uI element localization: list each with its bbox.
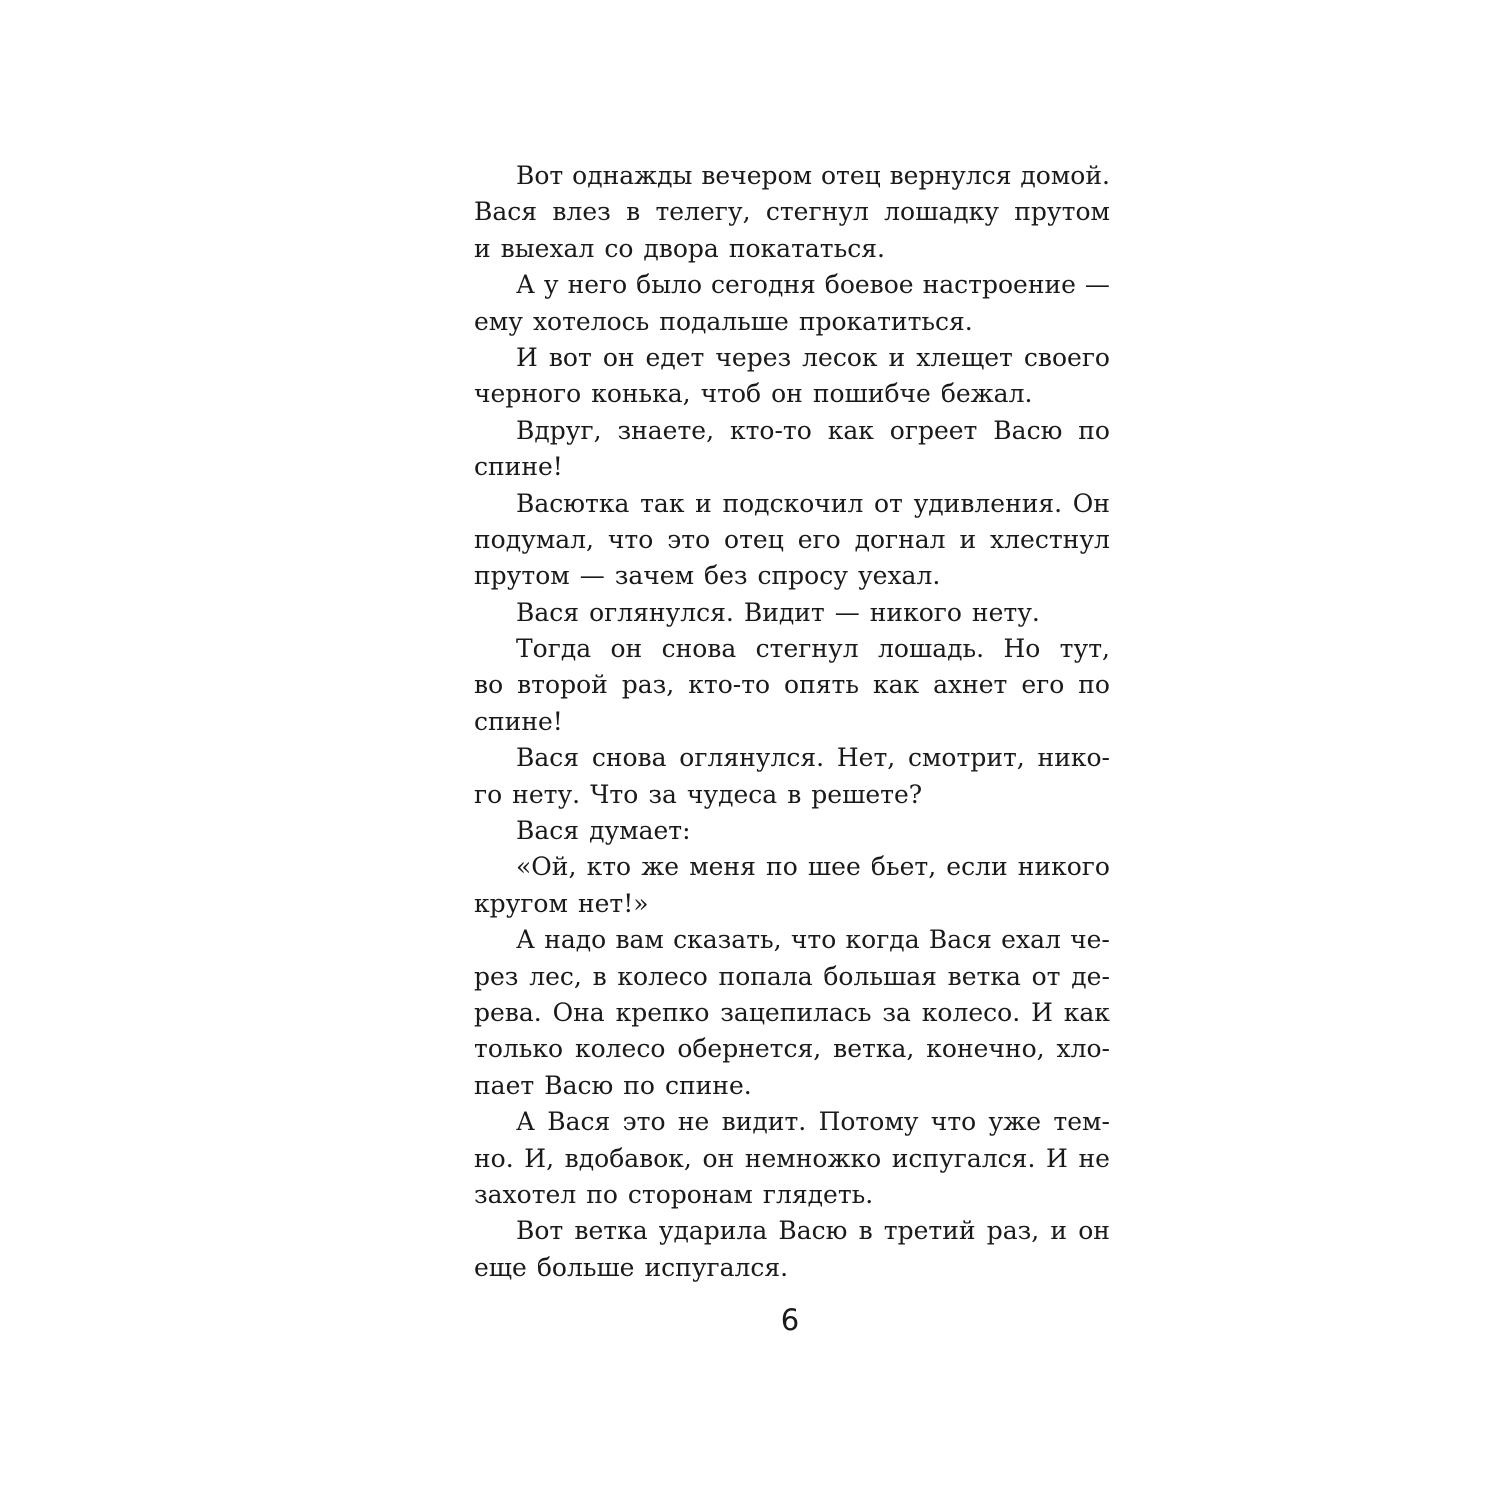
word: и [474,233,491,263]
word: Васю [993,415,1063,445]
word: ударила [658,1216,768,1246]
word: Видит [743,597,825,627]
word: сказать, [673,925,782,955]
text-line [474,558,1110,594]
word: спине! [474,452,563,482]
word: уехал. [857,561,941,591]
word: никого [1017,852,1110,882]
text-line [474,631,1110,667]
word: же [641,852,680,882]
word: второй [517,670,608,700]
word: вам [615,925,664,955]
word: колесо [617,961,708,991]
word: влез [552,197,611,227]
word: догнал [854,524,946,554]
word: покататься. [728,233,885,263]
word: вечером [701,161,813,190]
word: Она [552,997,605,1027]
word: опять [784,670,859,700]
word: за [882,997,911,1027]
word: настроение [922,270,1076,300]
word: без [704,561,748,591]
word: во [474,670,504,700]
word: он [771,379,803,409]
word: Вася [516,816,580,846]
word: зачем [614,561,695,591]
word: ветка, [833,1034,915,1064]
word: стегнул [755,634,859,664]
word: вернулся [889,161,1012,190]
word: отец [820,161,881,190]
page-text [474,158,1110,1286]
word: оглянулся. [679,743,825,773]
word: — [1084,270,1110,300]
word: за [648,779,677,809]
word: обернется, [677,1034,822,1064]
word: меня [689,852,756,882]
word: не [1078,1143,1110,1173]
word: испугался. [891,1143,1036,1173]
word: снова [591,743,667,773]
word: от [1031,961,1061,991]
text-line [474,194,1110,230]
word: кто-то [688,670,771,700]
text-line [474,1250,1110,1286]
page-number: 6 [780,1303,800,1337]
word: Вася [474,197,538,227]
word: чудеса [686,779,778,809]
word: но. [474,1143,514,1173]
word: пошибче [812,379,931,409]
word: огреет [889,415,978,445]
word: больше [536,1252,635,1282]
text-line [474,304,1110,340]
text-line [474,449,1110,485]
word: кто [586,852,632,882]
word: он [610,634,643,664]
word: в [592,961,607,991]
word: сторонам [627,1179,753,1209]
word: лес, [529,961,582,991]
word: нету. [512,779,581,809]
word: ахнет [933,670,1008,700]
word: лесок [802,342,878,372]
word: Он [1072,488,1110,518]
word: спине. [664,1070,752,1100]
word: прутом [474,561,570,591]
word: крепко [615,997,710,1027]
word: го [474,779,503,809]
word: Вася [516,597,580,627]
word: третий [883,1216,976,1246]
word: как [872,670,920,700]
word: решете? [811,779,923,809]
word: Вася [516,743,580,773]
word: черного [474,379,582,409]
word: ветка [947,961,1021,991]
word: по [1078,415,1110,445]
word: И [1031,997,1053,1027]
word: Что [590,779,639,809]
word: хлестнул [990,524,1110,554]
word: от [874,488,903,518]
word: Но [1003,634,1041,664]
word: двора [643,233,719,263]
word: ему [474,306,523,336]
word: пает [474,1070,535,1100]
word: чтоб [700,379,762,409]
word: подальше [659,306,789,336]
text-line [474,486,1110,522]
word: своего [1023,342,1110,372]
text-line [474,1104,1110,1140]
word: А [516,270,535,300]
word: нет!» [577,888,649,918]
word: И [516,342,538,372]
word: по [586,1179,618,1209]
text-line [474,740,1110,776]
word: колесо. [921,997,1021,1027]
word: знаете, [617,415,715,445]
text-line [474,340,1110,376]
word: когда [845,925,920,955]
word: вдобавок, [564,1143,692,1173]
word: по [623,1070,655,1100]
word: де- [1071,961,1110,991]
word: сегодня [711,270,816,300]
word: никого [869,597,962,627]
word: так [640,488,685,518]
word: «Ой, [516,852,577,882]
word: ехал [1001,925,1061,955]
word: смотрит, [907,743,1025,773]
word: и [888,342,906,372]
word: нико- [1037,743,1110,773]
word: хло- [1056,1034,1110,1064]
word: глядеть. [762,1179,874,1209]
word: кругом [474,888,568,918]
word: раз, [986,1216,1040,1246]
word: хотелось [532,306,650,336]
text-line [474,522,1110,558]
word: спросу [757,561,848,591]
word: у [543,270,559,300]
word: отец [724,524,784,554]
word: Васютка [516,488,630,518]
word: рез [474,961,519,991]
word: подумал, [474,524,594,554]
word: его [797,524,841,554]
word: удивления. [913,488,1063,518]
word: шее [807,852,861,882]
word: в [626,197,641,227]
word: в [787,779,802,809]
word: боевое [824,270,914,300]
word: не [677,1107,710,1137]
text-line [474,376,1110,412]
word: было [636,270,703,300]
text-line [474,813,1110,849]
text-line [474,1213,1110,1249]
text-line [474,959,1110,995]
word: раз, [621,670,675,700]
word: лошадку [884,197,999,227]
text-line [474,158,1110,194]
word: по [1078,670,1110,700]
word: большая [823,961,937,991]
word: в [858,1216,873,1246]
word: лошадь. [878,634,985,664]
word: телегу, [655,197,751,227]
word: он [602,342,635,372]
text-line [474,849,1110,885]
word: едет [645,342,705,372]
word: кто-то [729,415,812,445]
word: А [516,1107,535,1137]
word: думает: [589,816,691,846]
word: это [622,1107,666,1137]
word: нету. [971,597,1040,627]
word: бежал. [940,379,1033,409]
word: А [516,925,535,955]
word: конечно, [926,1034,1045,1064]
word: это [667,524,711,554]
word: испугался. [644,1252,789,1282]
word: со [604,233,634,263]
word: прутом [1014,197,1110,227]
text-line [474,777,1110,813]
word: Вася [547,1107,611,1137]
word: Тогда [516,634,592,664]
text-line [474,995,1110,1031]
word: И, [524,1143,555,1173]
word: и [1050,1216,1068,1246]
word: и [695,488,712,518]
text-line [474,595,1110,631]
text-line [474,231,1110,267]
word: Васю [544,1070,614,1100]
text-line [474,886,1110,922]
word: рева. [474,997,542,1027]
text-line [474,1068,1110,1104]
word: тут, [1059,634,1110,664]
word: видит. [721,1107,807,1137]
word: его [1021,670,1065,700]
word: только [474,1034,564,1064]
text-line [474,704,1110,740]
word: если [946,852,1008,882]
text-line [474,1031,1110,1067]
word: ветка [574,1216,648,1246]
word: попала [718,961,813,991]
text-line [474,667,1110,703]
word: Вася [928,925,992,955]
text-line [474,413,1110,449]
word: Вот [516,161,564,190]
word: как [827,415,874,445]
word: бьет, [870,852,937,882]
word: как [1063,997,1110,1027]
word: него [567,270,628,300]
word: Вот [516,1216,564,1246]
word: че- [1070,925,1110,955]
word: он [702,1143,735,1173]
word: и [959,524,977,554]
word: немножко [744,1143,882,1173]
word: стегнул [765,197,869,227]
word: домой. [1020,161,1110,190]
word: выехал [500,233,595,263]
word: Потому [818,1107,919,1137]
word: надо [544,925,607,955]
word: уже [988,1107,1042,1137]
word: оглянулся. [589,597,734,627]
word: тем- [1053,1107,1110,1137]
word: колесо [574,1034,666,1064]
word: хлещет [916,342,1013,372]
word: что [930,1107,977,1137]
word: вот [548,342,592,372]
word: по [766,852,798,882]
text-line [474,922,1110,958]
word: подскочил [722,488,864,518]
text-line [474,1177,1110,1213]
word: Вдруг, [516,415,602,445]
word: Нет, [836,743,896,773]
text-line [474,267,1110,303]
word: что [607,524,654,554]
word: Васю [778,1216,848,1246]
word: захотел [474,1179,577,1209]
word: — [834,597,860,627]
word: зацепилась [720,997,872,1027]
word: И [1046,1143,1068,1173]
word: еще [474,1252,527,1282]
word: что [790,925,837,955]
word: спине! [474,706,563,736]
text-line [474,1141,1110,1177]
word: конька, [591,379,691,409]
word: через [715,342,792,372]
word: — [579,561,605,591]
word: снова [661,634,737,664]
word: прокатиться. [798,306,973,336]
word: однажды [572,161,693,190]
word: он [1078,1216,1110,1246]
